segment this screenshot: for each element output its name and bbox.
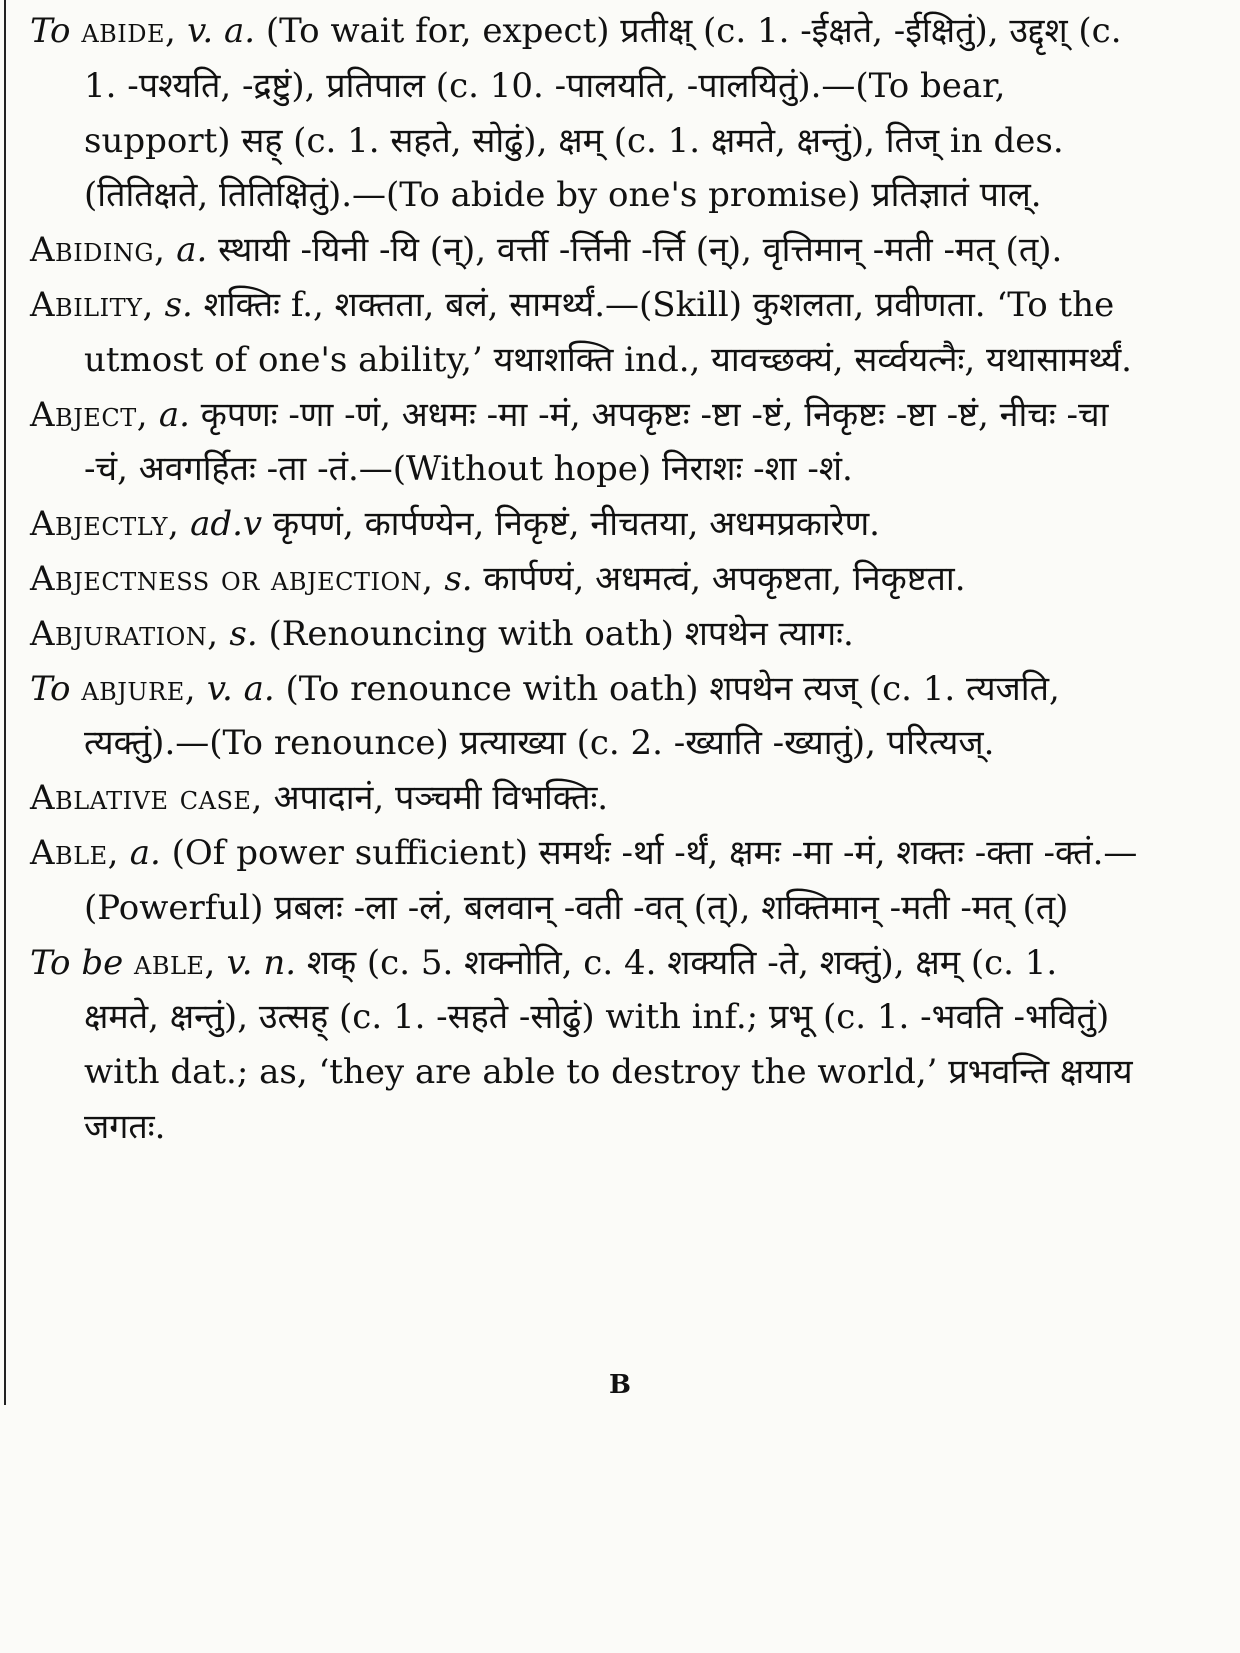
entry-abjure [30,662,1140,772]
definition: (Renouncing with oath) शपथेन त्यागः. [268,613,854,654]
part-of-speech: s. [164,284,193,325]
headword: Abjectly, [30,504,180,545]
entry-abiding [30,223,1140,278]
definition: कृपणं, कार्पण्येन, निकृष्टं, नीचतया, अधमप्रकारेण. [272,504,880,545]
signature-mark: B [609,1370,631,1400]
headword: Ability, [30,284,154,325]
part-of-speech: v. n. [226,942,297,983]
part-of-speech: s. [229,613,258,654]
definition: (To wait for, expect) प्रतीक्ष् (c. 1. -ईक्षते, -ईक्षितुं), उद्दृश् (c. 1. -पश्यति, -द्रष्टुं), प्रतिपाल (c. 10. -पालयति, -पालयितुं).—(To bear, support) सह् (c. 1. सहते, सोढुं), क्षम् (c. 1. क्षमते, क्षन्तुं), तिज् in des. (तितिक्षते, तितिक्षितुं).—(To abide by one's promise) प्रतिज्ञातं पाल्. [84,11,1122,216]
part-of-speech: s. [444,558,473,599]
part-of-speech: a. [176,230,208,271]
definition: कार्पण्यं, अधमत्वं, अपकृष्टता, निकृष्टता. [483,558,966,599]
definition: (Of power sufficient) समर्थः -र्था -र्थं, क्षमः -मा -मं, शक्तः -क्ता -क्तं.—(Powerful) प्रबलः -ला -लं, बलवान् -वती -वत् (त्), शक्तिमान् -मती -मत् (त्) [84,832,1138,928]
definition: कृपणः -णा -णं, अधमः -मा -मं, अपकृष्टः -ष्टा -ष्टं, निकृष्टः -ष्टा -ष्टं, नीचः -चा -चं, अवगर्हितः -ता -तं.—(Without hope) निराशः -शा -शं. [84,394,1109,490]
headword: Abiding, [30,230,166,271]
headword: Able, [30,832,119,873]
definition: शक् (c. 5. शक्नोति, c. 4. शक्यति -ते, शक्तुं), क्षम् (c. 1. क्षमते, क्षन्तुं), उत्सह् (c. 1. -सहते -सोढुं) with inf.; प्रभू (c. 1. -भवति -भवितुं) with dat.; as, ‘they are able to destroy the world,’ प्रभवन्ति क्षयाय जगतः. [84,942,1133,1147]
entry-to-be-able [30,936,1140,1155]
entry-abjectly [30,497,1140,552]
part-of-speech: a. [158,394,190,435]
headword: Abject, [30,394,149,435]
headword: Abjuration, [30,613,219,654]
entry-abide [30,4,1140,223]
part-of-speech: v. a. [187,11,256,51]
definition: स्थायी -यिनी -यि (न्), वर्त्ती -र्त्तिनी -र्त्ति (न्), वृत्तिमान् -मती -मत् (त्). [218,230,1063,271]
headword: abide, [81,11,177,51]
part-of-speech: a. [129,832,161,873]
definition: (To renounce with oath) शपथेन त्यज् (c. 1. त्यजति, त्यक्तुं).—(To renounce) प्रत्याख्या (c. 2. -ख्याति -ख्यातुं), परित्यज्. [84,668,1060,764]
headword: Ablative case, [30,778,263,819]
definition: अपादानं, पञ्चमी विभक्तिः. [273,778,609,819]
headword: able, [134,942,216,983]
left-margin-rule [4,0,6,1405]
definition: शक्तिः f., शक्तता, बलं, सामर्थ्यं.—(Skill) कुशलता, प्रवीणता. ‘To the utmost of one's ability,’ यथाशक्ति ind., यावच्छक्यं, सर्व्वयत्नैः, यथासामर्थ्यं. [84,284,1132,380]
entry-abjuration [30,607,1140,662]
entry-prefix: To [30,668,71,709]
entry-prefix: To be [30,942,124,983]
entry-prefix: To [30,11,71,51]
headword: Abjectness or abjection, [30,558,434,599]
entry-abject [30,388,1140,498]
entry-abjectness [30,552,1140,607]
entry-ablative-case [30,771,1140,826]
part-of-speech: ad.v [190,504,263,545]
entry-list [30,4,1140,1155]
entry-able [30,826,1140,936]
headword: abjure, [81,668,197,709]
part-of-speech: v. a. [206,668,275,709]
entry-ability [30,278,1140,388]
